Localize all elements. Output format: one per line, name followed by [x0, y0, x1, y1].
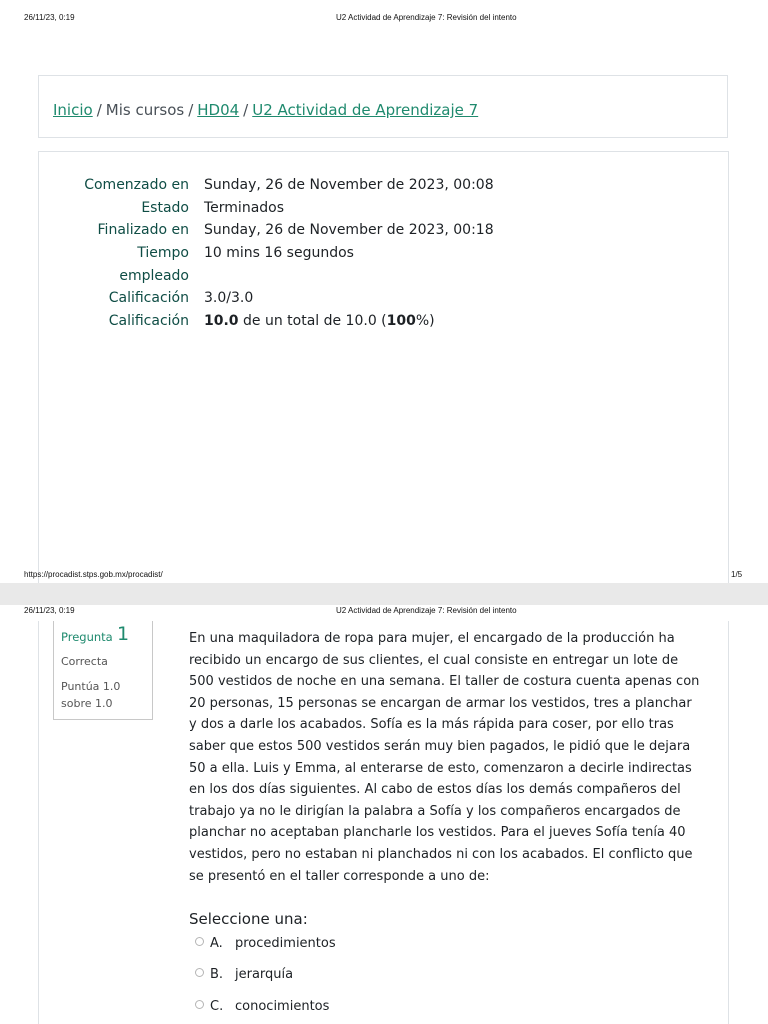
grade-percent-suffix: %): [415, 313, 435, 329]
grade-total-text: de un total de 10.0 (: [238, 313, 387, 329]
summary-label-line2: empleado: [119, 267, 189, 284]
question-label: Pregunta: [61, 630, 113, 644]
question-number: 1: [117, 623, 130, 645]
question-text-line: En una maquiladora de ropa para mujer, el encargado de la producción ha: [189, 631, 675, 646]
question-text-line: 500 vestidos de noche en una semana. El taller de costura cuenta apenas con: [189, 674, 700, 690]
summary-value: 10 mins 16 segundos: [204, 245, 354, 261]
breadcrumb-container: [38, 75, 728, 138]
question-text-line: se presentó en el taller corresponde a uno de:: [189, 868, 490, 884]
print-datetime: 26/11/23, 0:19: [24, 606, 75, 615]
radio-button[interactable]: [195, 937, 204, 946]
question-text-line: vestidos, pero no estaban ni planchados ni con los acabados. El conflicto que: [189, 846, 693, 862]
grade-percent: 100: [386, 313, 416, 329]
question-grade: Puntúa 1.0 sobre 1.0: [61, 680, 121, 710]
question-state: Correcta: [61, 655, 108, 668]
breadcrumb-link-course[interactable]: HD04: [197, 101, 240, 119]
question-text-line: y dos a darle los acabados. Sofía es la más rápida para coser, por ello tras: [189, 717, 674, 733]
option-letter: A.: [210, 936, 223, 951]
question-info: [53, 621, 153, 720]
breadcrumb-link-inicio[interactable]: Inicio: [53, 101, 93, 119]
summary-label: Comenzado en: [84, 177, 189, 193]
breadcrumb-mis-cursos: Mis cursos: [105, 101, 185, 119]
question-text-line: 20 personas, 15 personas se encargan de armar los vestidos, tres a planchar: [189, 695, 692, 711]
question-text-line: en los dos días siguientes. Al cabo de estos días los demás compañeros del: [189, 782, 681, 798]
question-text-line: planchar no aceptaban plancharle los vestidos. Para el jueves Sofía tenía 40: [189, 825, 686, 841]
question-text-line: 50 a ella. Luis y Emma, al enterarse de esto, comenzaron a decirle indirectas: [189, 760, 692, 776]
summary-label: Calificación: [108, 290, 189, 306]
grade-score: 10.0: [204, 313, 239, 329]
option-text: jerarquía: [235, 967, 294, 982]
question-text-line: saber que estos 500 vestidos serán muy bien pagados, le pidió que le dejara: [189, 738, 691, 754]
print-datetime: 26/11/23, 0:19: [24, 13, 75, 22]
question-text-line: recibido un encargo de sus clientes, el cual consiste en entregar un lote de: [189, 652, 679, 668]
option-text: procedimientos: [235, 936, 336, 951]
summary-label: Estado: [141, 200, 189, 216]
breadcrumb: [53, 100, 478, 120]
summary-label: [49, 242, 189, 287]
breadcrumb-link-activity[interactable]: U2 Actividad de Aprendizaje 7: [252, 101, 479, 119]
summary-value: Sunday, 26 de November de 2023, 00:18: [204, 222, 494, 238]
breadcrumb-separator: /: [243, 101, 249, 119]
print-title: U2 Actividad de Aprendizaje 7: Revisión del intento: [336, 13, 517, 22]
summary-label: Calificación: [108, 313, 189, 329]
summary-label-line1: Tiempo: [137, 245, 189, 261]
print-title: U2 Actividad de Aprendizaje 7: Revisión del intento: [336, 606, 517, 615]
option-text: conocimientos: [235, 999, 330, 1014]
breadcrumb-separator: /: [188, 101, 194, 119]
summary-value: Sunday, 26 de November de 2023, 00:08: [204, 177, 494, 193]
radio-button[interactable]: [195, 968, 204, 977]
print-url: https://procadist.stps.gob.mx/procadist/: [24, 570, 163, 579]
option-letter: B.: [210, 967, 224, 982]
summary-value: Terminados: [204, 200, 285, 216]
radio-button[interactable]: [195, 1000, 204, 1009]
answer-prompt: Seleccione una:: [189, 910, 308, 928]
question-text: [189, 628, 709, 887]
summary-value: 3.0/3.0: [204, 290, 254, 306]
summary-value: [204, 310, 435, 333]
attempt-summary: [38, 151, 729, 584]
option-letter: C.: [210, 999, 224, 1014]
question-text-line: trabajo ya no le dirigían la palabra a Sofía y los compañeros encargados de: [189, 803, 681, 819]
print-page-number: 1/5: [731, 570, 743, 579]
summary-label: Finalizado en: [97, 222, 189, 238]
breadcrumb-separator: /: [96, 101, 102, 119]
page-break: [0, 583, 768, 605]
